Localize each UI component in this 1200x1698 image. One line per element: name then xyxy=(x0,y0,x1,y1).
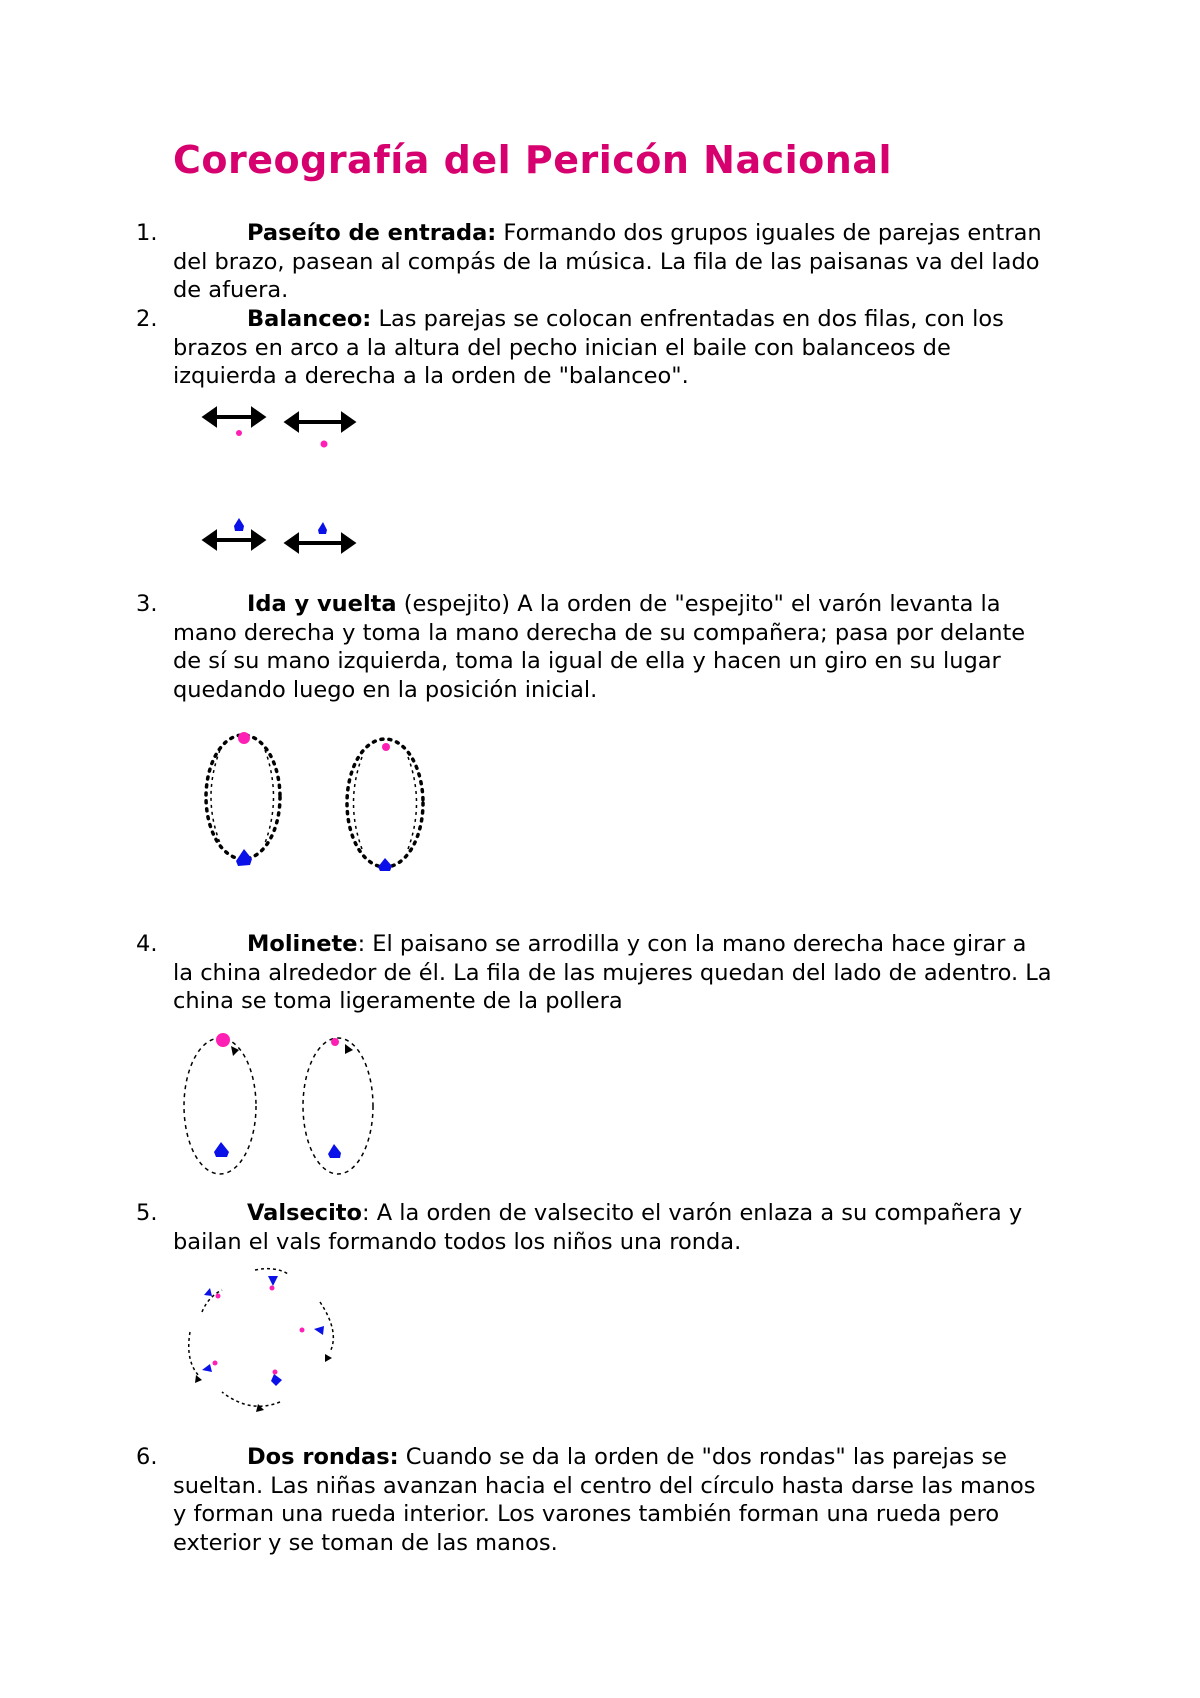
step-description: (espejito) A la orden de "espejito" el varón levanta la mano derecha y toma la mano derecha de su compañera; pasa por delante de sí su mano izquierda, toma la igual de ella y hacen un giro en su lugar quedando luego en la posición inicial. xyxy=(173,591,1026,703)
ida-y-vuelta-diagram xyxy=(190,725,440,880)
step-text xyxy=(173,305,1053,391)
boy-marker-icon xyxy=(268,1276,278,1286)
girl-marker-icon xyxy=(273,1370,278,1375)
girl-marker-icon xyxy=(331,1038,339,1046)
step-description: Formando dos grupos iguales de parejas entran del brazo, pasean al compás de la música. La fila de las paisanas va del lado de afuera. xyxy=(173,220,1042,303)
boy-marker-icon xyxy=(271,1374,282,1386)
girl-marker-icon xyxy=(270,1286,275,1291)
step-number: 1. xyxy=(136,220,158,246)
valsecito-diagram xyxy=(180,1262,350,1412)
arrow-left-right-icon xyxy=(287,536,353,550)
girl-marker-icon xyxy=(213,1361,218,1366)
balanceo-diagram xyxy=(205,400,365,560)
boy-marker-icon xyxy=(214,1142,229,1157)
step-description: : El paisano se arrodilla y con la mano derecha hace girar a la china alrededor de él. La fila de las mujeres quedan del lado de adentro. La china se toma ligeramente de la pollera xyxy=(173,931,1052,1014)
step-description: Las parejas se colocan enfrentadas en dos filas, con los brazos en arco a la altura del pecho inician el baile con balanceos de izquierda a derecha a la orden de "balanceo". xyxy=(173,306,1004,389)
boy-marker-icon xyxy=(378,858,392,871)
step-label: Valsecito xyxy=(247,1200,362,1226)
arrow-left-right-icon xyxy=(205,410,263,424)
step-text xyxy=(173,930,1053,1016)
boy-marker-icon xyxy=(204,1288,212,1296)
girl-marker-icon xyxy=(238,732,250,744)
step-label: Molinete xyxy=(247,931,358,957)
boy-marker-icon xyxy=(202,1364,212,1372)
boy-marker-icon xyxy=(318,522,327,534)
boy-marker-icon xyxy=(236,849,252,866)
girl-marker-icon xyxy=(300,1328,305,1333)
arrow-left-right-icon xyxy=(287,415,353,429)
boy-marker-icon xyxy=(328,1144,341,1158)
step-text xyxy=(173,1443,1053,1557)
step-description: : A la orden de valsecito el varón enlaza a su compañera y bailan el vals formando todos los niños una ronda. xyxy=(173,1200,1023,1255)
step-text xyxy=(173,590,1053,704)
boy-marker-icon xyxy=(314,1326,324,1335)
girl-marker-icon xyxy=(382,743,390,751)
step-text xyxy=(173,219,1053,305)
molinete-diagram xyxy=(175,1030,395,1180)
step-label: Paseíto de entrada: xyxy=(247,220,497,246)
step-number: 6. xyxy=(136,1444,158,1470)
step-number: 4. xyxy=(136,931,158,957)
step-label: Dos rondas: xyxy=(247,1444,399,1470)
step-text xyxy=(173,1199,1053,1256)
step-description: Cuando se da la orden de "dos rondas" las parejas se sueltan. Las niñas avanzan hacia el centro del círculo hasta darse las manos y forman una rueda interior. Los varones también forman una rueda pero exterior y se toman de las manos. xyxy=(173,1444,1036,1556)
girl-marker-icon xyxy=(216,1033,230,1047)
arrow-left-right-icon xyxy=(205,533,263,547)
girl-marker-icon xyxy=(236,430,242,436)
step-number: 3. xyxy=(136,591,158,617)
boy-marker-icon xyxy=(234,518,244,531)
step-label: Balanceo: xyxy=(247,306,372,332)
step-number: 5. xyxy=(136,1200,158,1226)
step-label: Ida y vuelta xyxy=(247,591,397,617)
girl-marker-icon xyxy=(216,1294,221,1299)
step-number: 2. xyxy=(136,306,158,332)
girl-marker-icon xyxy=(321,441,328,448)
page-title: Coreografía del Pericón Nacional xyxy=(173,138,892,182)
